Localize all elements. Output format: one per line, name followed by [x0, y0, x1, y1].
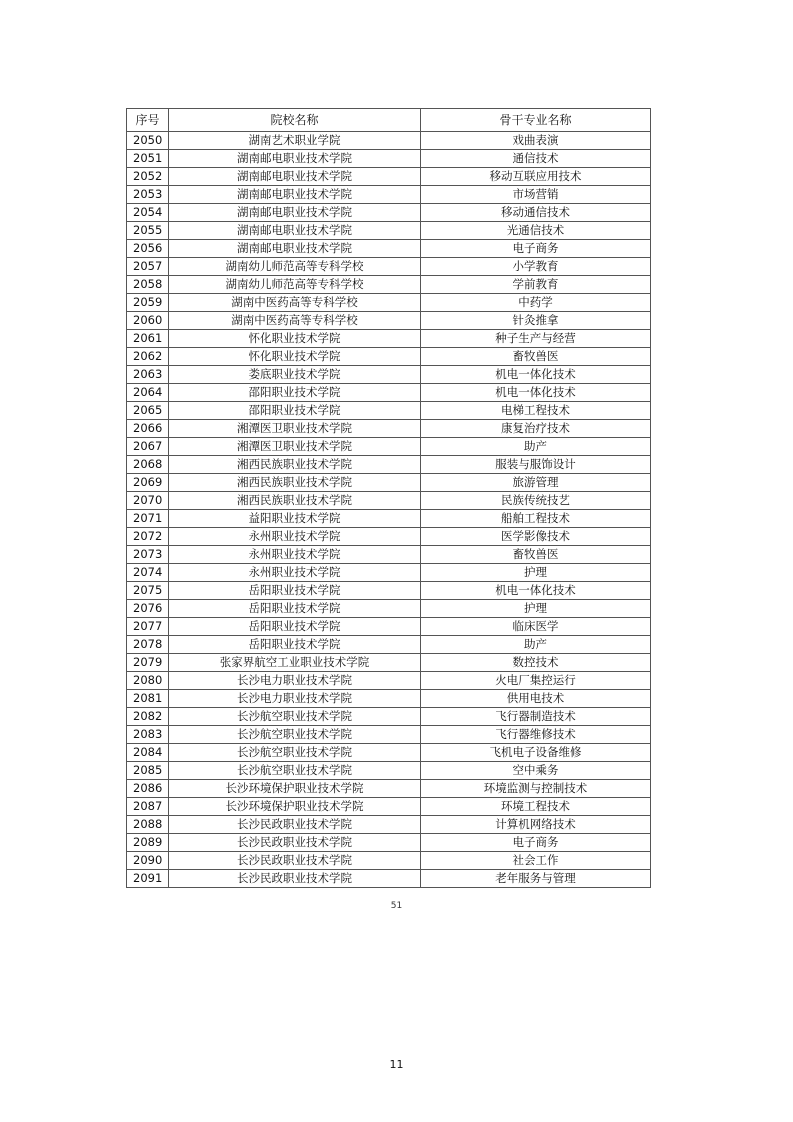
row-seq-cell: 2055 [127, 222, 169, 240]
row-seq-cell: 2081 [127, 690, 169, 708]
table-row [127, 834, 651, 852]
row-seq-cell: 2065 [127, 402, 169, 420]
row-school-cell: 湖南邮电职业技术学院 [169, 204, 421, 222]
table-row [127, 654, 651, 672]
row-seq-cell: 2069 [127, 474, 169, 492]
row-school-cell: 湘潭医卫职业技术学院 [169, 420, 421, 438]
table-row [127, 600, 651, 618]
row-seq-cell: 2087 [127, 798, 169, 816]
row-seq-cell: 2067 [127, 438, 169, 456]
table-row [127, 258, 651, 276]
row-major-cell: 飞机电子设备维修 [421, 744, 651, 762]
row-seq-cell: 2078 [127, 636, 169, 654]
table-row [127, 762, 651, 780]
row-school-cell: 永州职业技术学院 [169, 546, 421, 564]
row-major-cell: 环境工程技术 [421, 798, 651, 816]
row-school-cell: 湖南幼儿师范高等专科学校 [169, 276, 421, 294]
row-major-cell: 助产 [421, 438, 651, 456]
row-major-cell: 服装与服饰设计 [421, 456, 651, 474]
table-row [127, 330, 651, 348]
row-major-cell: 康复治疗技术 [421, 420, 651, 438]
row-major-cell: 移动互联应用技术 [421, 168, 651, 186]
row-school-cell: 永州职业技术学院 [169, 528, 421, 546]
row-major-cell: 护理 [421, 600, 651, 618]
row-school-cell: 湖南幼儿师范高等专科学校 [169, 258, 421, 276]
row-school-cell: 长沙民政职业技术学院 [169, 870, 421, 888]
table-row [127, 492, 651, 510]
table-row [127, 726, 651, 744]
table-row [127, 474, 651, 492]
row-school-cell: 长沙航空职业技术学院 [169, 744, 421, 762]
row-major-cell: 临床医学 [421, 618, 651, 636]
row-school-cell: 永州职业技术学院 [169, 564, 421, 582]
row-major-cell: 电梯工程技术 [421, 402, 651, 420]
row-school-cell: 长沙航空职业技术学院 [169, 726, 421, 744]
row-major-cell: 飞行器维修技术 [421, 726, 651, 744]
row-school-cell: 怀化职业技术学院 [169, 330, 421, 348]
row-school-cell: 湖南邮电职业技术学院 [169, 186, 421, 204]
row-major-cell: 助产 [421, 636, 651, 654]
row-seq-cell: 2085 [127, 762, 169, 780]
table-row [127, 708, 651, 726]
row-seq-cell: 2058 [127, 276, 169, 294]
table-row [127, 618, 651, 636]
table-row [127, 852, 651, 870]
row-seq-cell: 2060 [127, 312, 169, 330]
row-school-cell: 岳阳职业技术学院 [169, 636, 421, 654]
table-row [127, 366, 651, 384]
row-seq-cell: 2080 [127, 672, 169, 690]
row-seq-cell: 2051 [127, 150, 169, 168]
table-row [127, 798, 651, 816]
row-major-cell: 机电一体化技术 [421, 582, 651, 600]
row-school-cell: 湖南中医药高等专科学校 [169, 294, 421, 312]
row-seq-cell: 2053 [127, 186, 169, 204]
table-body [127, 132, 651, 888]
row-school-cell: 长沙电力职业技术学院 [169, 690, 421, 708]
row-major-cell: 民族传统技艺 [421, 492, 651, 510]
row-school-cell: 怀化职业技术学院 [169, 348, 421, 366]
row-school-cell: 长沙环境保护职业技术学院 [169, 798, 421, 816]
page-number: 11 [389, 1058, 404, 1071]
row-school-cell: 岳阳职业技术学院 [169, 600, 421, 618]
row-major-cell: 畜牧兽医 [421, 546, 651, 564]
row-major-cell: 旅游管理 [421, 474, 651, 492]
row-major-cell: 光通信技术 [421, 222, 651, 240]
row-seq-cell: 2068 [127, 456, 169, 474]
table-row [127, 456, 651, 474]
row-major-cell: 中药学 [421, 294, 651, 312]
row-school-cell: 湖南邮电职业技术学院 [169, 150, 421, 168]
row-major-cell: 飞行器制造技术 [421, 708, 651, 726]
row-major-cell: 计算机网络技术 [421, 816, 651, 834]
row-seq-cell: 2071 [127, 510, 169, 528]
row-seq-cell: 2091 [127, 870, 169, 888]
row-seq-cell: 2063 [127, 366, 169, 384]
row-school-cell: 湘潭医卫职业技术学院 [169, 438, 421, 456]
row-major-cell: 社会工作 [421, 852, 651, 870]
table-row [127, 402, 651, 420]
row-seq-cell: 2054 [127, 204, 169, 222]
row-major-cell: 电子商务 [421, 834, 651, 852]
header-seq: 序号 [127, 109, 169, 132]
table-row [127, 690, 651, 708]
table-row [127, 186, 651, 204]
table-row [127, 438, 651, 456]
table-row [127, 150, 651, 168]
row-major-cell: 供用电技术 [421, 690, 651, 708]
row-major-cell: 机电一体化技术 [421, 366, 651, 384]
row-seq-cell: 2076 [127, 600, 169, 618]
table-row [127, 294, 651, 312]
header-major: 骨干专业名称 [421, 109, 651, 132]
majors-table-container [126, 108, 650, 888]
row-school-cell: 湘西民族职业技术学院 [169, 474, 421, 492]
row-school-cell: 益阳职业技术学院 [169, 510, 421, 528]
row-major-cell: 畜牧兽医 [421, 348, 651, 366]
table-row [127, 816, 651, 834]
table-row [127, 312, 651, 330]
row-major-cell: 种子生产与经营 [421, 330, 651, 348]
row-school-cell: 湖南邮电职业技术学院 [169, 168, 421, 186]
row-major-cell: 通信技术 [421, 150, 651, 168]
row-major-cell: 移动通信技术 [421, 204, 651, 222]
table-row [127, 276, 651, 294]
row-major-cell: 船舶工程技术 [421, 510, 651, 528]
row-seq-cell: 2075 [127, 582, 169, 600]
row-major-cell: 机电一体化技术 [421, 384, 651, 402]
row-seq-cell: 2057 [127, 258, 169, 276]
row-school-cell: 邵阳职业技术学院 [169, 402, 421, 420]
row-seq-cell: 2062 [127, 348, 169, 366]
table-row [127, 420, 651, 438]
table-row [127, 564, 651, 582]
row-seq-cell: 2077 [127, 618, 169, 636]
table-row [127, 348, 651, 366]
row-seq-cell: 2072 [127, 528, 169, 546]
table-row [127, 384, 651, 402]
row-school-cell: 娄底职业技术学院 [169, 366, 421, 384]
inner-page-number: 51 [390, 901, 403, 911]
row-seq-cell: 2079 [127, 654, 169, 672]
table-row [127, 780, 651, 798]
row-school-cell: 长沙航空职业技术学院 [169, 708, 421, 726]
row-seq-cell: 2073 [127, 546, 169, 564]
table-row [127, 204, 651, 222]
row-seq-cell: 2082 [127, 708, 169, 726]
row-school-cell: 湘西民族职业技术学院 [169, 456, 421, 474]
row-seq-cell: 2052 [127, 168, 169, 186]
row-major-cell: 市场营销 [421, 186, 651, 204]
majors-table [126, 108, 651, 888]
table-row [127, 636, 651, 654]
table-row [127, 744, 651, 762]
row-seq-cell: 2061 [127, 330, 169, 348]
row-school-cell: 长沙民政职业技术学院 [169, 834, 421, 852]
table-row [127, 546, 651, 564]
row-major-cell: 戏曲表演 [421, 132, 651, 150]
row-seq-cell: 2066 [127, 420, 169, 438]
table-header-row [127, 109, 651, 132]
row-seq-cell: 2070 [127, 492, 169, 510]
row-school-cell: 长沙民政职业技术学院 [169, 852, 421, 870]
row-major-cell: 护理 [421, 564, 651, 582]
row-school-cell: 湖南邮电职业技术学院 [169, 240, 421, 258]
row-seq-cell: 2050 [127, 132, 169, 150]
row-school-cell: 岳阳职业技术学院 [169, 618, 421, 636]
row-seq-cell: 2089 [127, 834, 169, 852]
row-seq-cell: 2088 [127, 816, 169, 834]
row-school-cell: 湖南艺术职业学院 [169, 132, 421, 150]
table-row [127, 528, 651, 546]
row-major-cell: 空中乘务 [421, 762, 651, 780]
table-row [127, 132, 651, 150]
header-school: 院校名称 [169, 109, 421, 132]
row-school-cell: 长沙环境保护职业技术学院 [169, 780, 421, 798]
row-school-cell: 长沙民政职业技术学院 [169, 816, 421, 834]
row-major-cell: 火电厂集控运行 [421, 672, 651, 690]
row-school-cell: 张家界航空工业职业技术学院 [169, 654, 421, 672]
row-major-cell: 小学教育 [421, 258, 651, 276]
row-school-cell: 湘西民族职业技术学院 [169, 492, 421, 510]
table-row [127, 222, 651, 240]
row-seq-cell: 2059 [127, 294, 169, 312]
row-school-cell: 岳阳职业技术学院 [169, 582, 421, 600]
row-major-cell: 医学影像技术 [421, 528, 651, 546]
row-school-cell: 长沙电力职业技术学院 [169, 672, 421, 690]
row-major-cell: 数控技术 [421, 654, 651, 672]
row-major-cell: 环境监测与控制技术 [421, 780, 651, 798]
row-school-cell: 邵阳职业技术学院 [169, 384, 421, 402]
table-row [127, 240, 651, 258]
table-row [127, 870, 651, 888]
row-major-cell: 学前教育 [421, 276, 651, 294]
row-major-cell: 针灸推拿 [421, 312, 651, 330]
row-major-cell: 老年服务与管理 [421, 870, 651, 888]
row-seq-cell: 2074 [127, 564, 169, 582]
table-row [127, 672, 651, 690]
row-seq-cell: 2084 [127, 744, 169, 762]
row-seq-cell: 2064 [127, 384, 169, 402]
row-seq-cell: 2086 [127, 780, 169, 798]
row-school-cell: 长沙航空职业技术学院 [169, 762, 421, 780]
row-school-cell: 湖南邮电职业技术学院 [169, 222, 421, 240]
row-major-cell: 电子商务 [421, 240, 651, 258]
row-seq-cell: 2090 [127, 852, 169, 870]
table-row [127, 168, 651, 186]
row-school-cell: 湖南中医药高等专科学校 [169, 312, 421, 330]
row-seq-cell: 2056 [127, 240, 169, 258]
table-row [127, 510, 651, 528]
row-seq-cell: 2083 [127, 726, 169, 744]
table-row [127, 582, 651, 600]
